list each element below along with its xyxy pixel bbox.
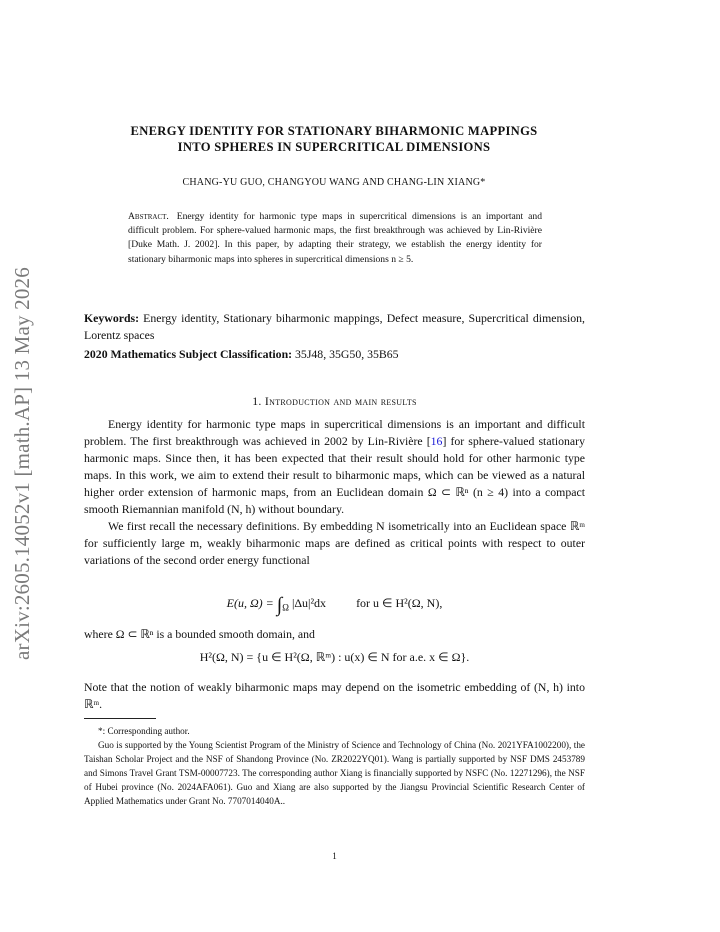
footnote-corresponding: *: Corresponding author. xyxy=(98,726,190,736)
msc-classification xyxy=(84,346,585,363)
title-line-2: INTO SPHERES IN SUPERCRITICAL DIMENSIONS xyxy=(177,140,491,154)
energy-functional-equation xyxy=(84,594,585,617)
paragraph-3: where Ω ⊂ ℝⁿ is a bounded smooth domain, and xyxy=(84,627,315,641)
title-line-1: ENERGY IDENTITY FOR STATIONARY BIHARMONIC MAPPINGS xyxy=(130,124,538,138)
section-heading: 1. Introduction and main results xyxy=(252,394,417,408)
footnote-rule xyxy=(84,718,156,719)
footnote xyxy=(84,724,585,809)
keywords-text: Energy identity, Stationary biharmonic mappings, Defect measure, Supercritical dimension, Lorentz spaces xyxy=(84,311,586,342)
keywords-label: Keywords: xyxy=(84,311,140,325)
msc-text: 35J48, 35G50, 35B65 xyxy=(295,347,399,361)
abstract xyxy=(128,210,542,267)
page-number: 1 xyxy=(332,851,337,861)
paper-title xyxy=(84,123,584,155)
keywords xyxy=(84,310,585,344)
abstract-text: Energy identity for harmonic type maps in supercritical dimensions is an important and difficult problem. For sphere-valued harmonic maps, the first breakthrough was achieved by Lin-Rivière [Duke Math. J. 2002]. In this paper, by adapting their strategy, we establish the energy identity for stationary biharmonic maps into spheres in supercritical dimensions n ≥ 5. xyxy=(128,211,542,265)
authors: CHANG-YU GUO, CHANGYOU WANG AND CHANG-LIN XIANG* xyxy=(182,177,486,188)
para1-text-a: Energy identity for harmonic type maps in supercritical dimensions is an important and difficult problem. The first breakthrough was achieved in 2002 by Lin-Rivière [ xyxy=(84,417,585,448)
abstract-heading: Abstract. xyxy=(128,211,169,222)
msc-label: 2020 Mathematics Subject Classification: xyxy=(84,347,293,361)
sobolev-space-definition: H²(Ω, N) = {u ∈ H²(Ω, ℝᵐ) : u(x) ∈ N for a.e. x ∈ Ω}. xyxy=(199,650,470,664)
paragraph-2: We first recall the necessary definitions. By embedding N isometrically into an Euclidean space ℝᵐ for sufficiently large m, weakly biharmonic maps are defined as critical points with respect to outer variations of the second order energy functional xyxy=(84,519,585,567)
eq1-condition: for u ∈ H²(Ω, N), xyxy=(356,596,443,610)
eq1-lhs: E(u, Ω) = xyxy=(226,596,277,610)
footnote-funding: Guo is supported by the Young Scientist Program of the Ministry of Science and Technology of China (No. 2021YFA1002200), the Taishan Scholar Project and the NSF of Shandong Province (No. ZR2022YQ01). Wang is partially supported by NSF DMS 2453789 and Simons Travel Grant TSM-00007723. The corresponding author Xiang is financially supported by NSFC (No. 12271296), the NSF of Hubei province (No. 2024AFA061). Guo and Xiang are also supported by the Jiangsu Provincial Scientific Research Center of Applied Mathematics under Grant No. 7707014040A.. xyxy=(84,740,585,807)
arxiv-identifier: arXiv:2605.14052v1 [math.AP] 13 May 2026 xyxy=(10,267,34,660)
citation-link[interactable]: 16 xyxy=(430,434,443,448)
eq1-integrand: |Δu|²dx xyxy=(288,596,327,610)
paragraph-1 xyxy=(84,416,585,518)
para1-text-b: ] for sphere-valued stationary harmonic maps. Since then, it has been expected that their result should hold for other harmonic type maps. In this work, we aim to extend their result to biharmonic maps, which can be viewed as a natural higher order extension of harmonic maps, from an Euclidean domain Ω ⊂ ℝⁿ (n ≥ 4) into a compact smooth Riemannian manifold (N, h) without boundary. xyxy=(84,434,585,516)
integral-sign: ∫ xyxy=(276,594,283,616)
paragraph-4: Note that the notion of weakly biharmonic maps may depend on the isometric embedding of (N, h) into ℝᵐ. xyxy=(84,680,585,711)
intro-body xyxy=(84,416,585,569)
integral-domain: Ω xyxy=(282,602,289,613)
